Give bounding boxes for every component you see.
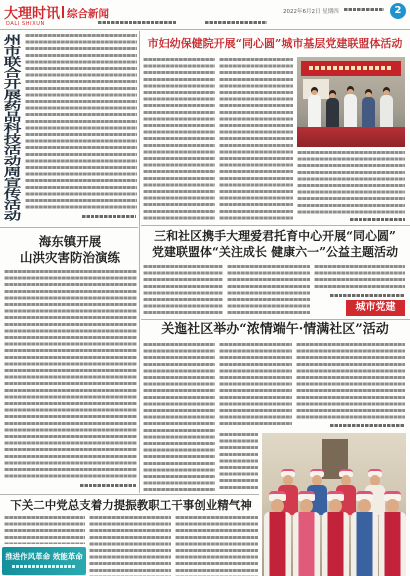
photo-person-head: [365, 89, 372, 97]
guanyi-body-col3: [296, 343, 405, 419]
photo-person-body: [293, 512, 320, 576]
drug-week-headline: 州市联合开展药品科技活动周宣传活动: [1, 34, 23, 221]
photo-person-head: [271, 499, 284, 513]
photo-person-body: [326, 98, 339, 127]
newspaper-logo-english: DALI SHIXUN: [6, 21, 45, 27]
section-divider-bar: [62, 6, 64, 18]
campaign-banner-text: 推进作风革命 效能革命: [5, 552, 83, 561]
guanyi-body-col1: [143, 343, 215, 491]
newspaper-logo: 大理时讯: [4, 6, 60, 22]
haidong-body-text: [4, 270, 137, 480]
drug-week-byline: [82, 215, 136, 218]
campaign-banner-subline: [12, 565, 76, 568]
photo-person-body: [380, 95, 393, 127]
photo-person-body: [351, 512, 378, 576]
sanhe-body-col2: [227, 265, 310, 315]
editor-credit: [344, 8, 384, 11]
haidong-headline-line2: 山洪灾害防治演练: [19, 250, 120, 265]
hospital-body-col2: [219, 58, 293, 222]
xiaguan-body-col2: [89, 516, 171, 576]
section-title: 综合新闻: [67, 8, 109, 20]
xiaguan-body-col3: [175, 516, 258, 576]
drug-week-body-text: [25, 34, 137, 211]
photo-person-head: [300, 499, 313, 513]
photo-banner-lettering: [309, 66, 393, 70]
hospital-body-col3: [297, 151, 405, 214]
guanyi-byline: [330, 424, 405, 427]
photo-person-head: [347, 86, 354, 94]
xiaguan-headline: 下关二中党总支着力提振教职工干事创业精气神: [10, 498, 252, 512]
sanhe-body-col3: [314, 265, 405, 291]
news-hotline: [98, 21, 176, 24]
right-divider-2: [141, 319, 410, 320]
photo-person-head: [358, 499, 371, 513]
column-label-city-party: 城市党建: [346, 300, 405, 316]
photo-table: [297, 127, 405, 147]
photo-person-head: [311, 87, 318, 95]
masthead: [0, 0, 410, 30]
guanyi-headline: 关迤社区举办“浓情端午·情满社区”活动: [161, 322, 389, 337]
sanhe-body-col1: [143, 265, 223, 315]
sanhe-headline-line2: 党建联盟体“关注成长 健康六一”公益主题活动: [152, 245, 398, 259]
guanyi-body-col2-continued: [219, 433, 258, 491]
contact-email: [205, 21, 267, 24]
photo-person-head: [386, 499, 399, 513]
left-divider: [0, 227, 138, 228]
guanyi-body-col2: [219, 343, 292, 429]
haidong-byline: [80, 484, 136, 487]
photo-hospital-event: [297, 57, 405, 147]
hospital-body-col1: [143, 58, 215, 222]
masthead-rule: [0, 29, 410, 30]
issue-date: 2022年6月2日 星期四: [283, 9, 339, 15]
hospital-headline: 市妇幼保健院开展“同心圆”城市基层党建联盟体活动: [147, 37, 403, 50]
photo-person-body: [264, 512, 291, 576]
hospital-byline: [350, 218, 405, 221]
photo-person-head: [329, 90, 336, 98]
sanhe-headline-line1: 三和社区携手大理爱君托育中心开展“同心圆”: [154, 229, 396, 243]
right-divider-1: [141, 225, 410, 226]
bottom-divider: [0, 494, 259, 495]
photo-person-body: [308, 95, 321, 127]
photo-person-body: [344, 94, 357, 127]
haidong-headline-line1: 海东镇开展: [38, 234, 102, 249]
column-divider: [139, 31, 140, 493]
xiaguan-body-col1: [4, 516, 85, 544]
page-number-badge: [390, 3, 406, 19]
sanhe-byline: [330, 294, 405, 297]
photo-person-head: [329, 499, 342, 513]
page-number: 2: [394, 5, 402, 16]
photo-person-head: [383, 87, 390, 95]
campaign-banner: [2, 547, 86, 575]
photo-bai-costume-residents: [262, 433, 406, 576]
photo-person-body: [322, 512, 349, 576]
photo-person-body: [379, 512, 406, 576]
photo-person-body: [362, 97, 375, 127]
